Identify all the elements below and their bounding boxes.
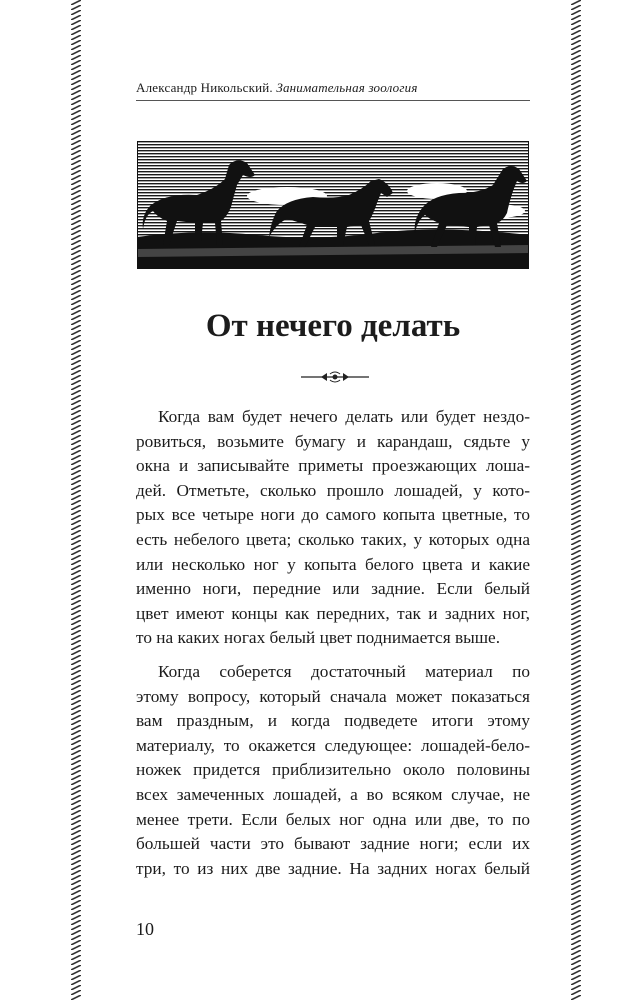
ornament-divider [299,370,371,384]
text-line: именно ноги, передние или задние. Если белый [136,579,530,599]
paragraph-2 [136,660,530,881]
text-line: рых все четыре ноги до самого копыта цветные, то [136,505,530,525]
text-line: дей. Отметьте, сколько прошло лошадей, у кото- [136,480,530,500]
text-line: Когда вам будет нечего делать или будет нездо- [158,407,530,426]
running-header [136,80,530,101]
text-line: всех замеченных лошадей, а во всяком случае, не [136,784,530,804]
horses-illustration [137,141,529,269]
left-decorative-border [70,0,82,1000]
right-decorative-border [570,0,582,1000]
paragraph-1 [136,405,530,651]
text-line: этому вопросу, который сначала может показаться [136,686,530,706]
page-number: 10 [136,919,154,939]
text-line: ножек придется приблизительно около половины [136,760,530,780]
text-line: менее трети. Если белых ног одна или две, то по [136,809,530,829]
chapter-title: От нечего делать [205,308,461,344]
text-line: материалу, то окажется следующее: лошадей-бело- [136,735,530,755]
text-line: есть небелого цвета; сколько таких, у которых одна [136,529,530,549]
text-line: то на каких ногах белый цвет поднимается выше. [136,628,501,648]
text-line: ровиться, возьмите бумагу и карандаш, сядьте у [136,431,530,451]
text-line: или несколько ног у копыта белого цвета и какие [136,554,530,574]
text-line: Когда соберется достаточный материал по [158,661,530,681]
text-line: вам праздным, и когда подведете итоги этому [136,711,530,731]
header-author: Александр Никольский. [136,80,273,95]
text-line: три, то из них две задние. На задних ногах белый [136,858,530,878]
text-line: окна и записывайте приметы проезжающих лоша- [136,456,530,476]
header-book-title: Занимательная зоология [276,80,418,95]
body-text [136,405,530,890]
text-line: цвет имеют концы как передних, так и задних ног, [136,603,530,623]
text-line: большей части это бывают задние ноги; если их [136,834,530,854]
